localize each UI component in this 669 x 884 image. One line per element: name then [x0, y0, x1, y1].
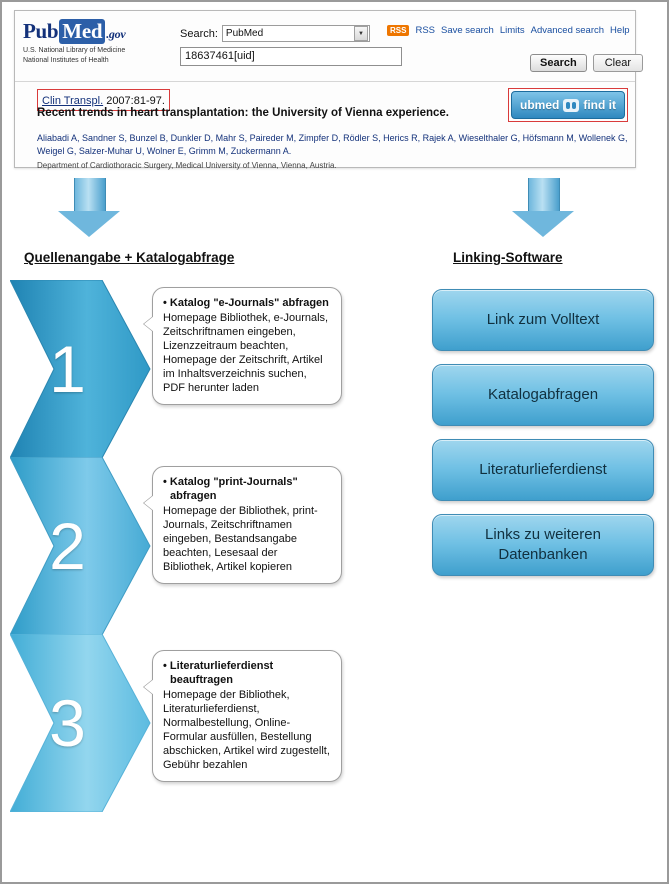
article-title[interactable]: Recent trends in heart transplantation: the University of Vienna experience. [37, 107, 449, 119]
step-callout-1 [152, 287, 342, 405]
ubmed-find-it-button[interactable] [511, 91, 625, 119]
clear-button[interactable]: Clear [593, 54, 643, 72]
link-help[interactable]: Help [610, 25, 630, 36]
database-select-value: PubMed [225, 28, 264, 39]
search-db-row [180, 25, 405, 42]
step-callout-3 [152, 650, 342, 782]
step-chevron-2 [10, 457, 160, 635]
database-select[interactable] [222, 25, 370, 42]
author-list: Aliabadi A, Sandner S, Bunzel B, Dunkler D, Mahr S, Paireder M, Zimpfer D, Rödler S, Herics R, Rajek A, Wieselthaler G, Höfsmann M, Wollenek G, Weigel G, Salzer-Muhar U, Wolner E, Grimm M, Zuckermann A. [37, 133, 628, 156]
ubmed-label: ubmed [520, 98, 560, 112]
link-rss[interactable]: RSS [415, 25, 435, 36]
search-label: Search: [180, 27, 218, 40]
step-chevron-3 [10, 634, 160, 812]
link-advanced-search[interactable]: Advanced search [530, 25, 605, 36]
step-number-3: 3 [49, 686, 86, 760]
logo-med: Med [59, 19, 105, 44]
logo-subtitle-line1: U.S. National Library of Medicine [23, 47, 126, 54]
arrow-down-left-icon [58, 178, 120, 238]
step-callout-title-2: • Katalog "print-Journals" abfragen [163, 475, 331, 503]
section-heading-left: Quellenangabe + Katalogabfrage [24, 250, 235, 265]
panel-divider [15, 81, 635, 82]
step-callout-body-1: Homepage Bibliothek, e-Journals, Zeitschriftnamen eingeben, Lizenzzeitraum beachten, Homepage der Zeitschrift, Artikel im Inhaltsverzeichnis suchen, PDF herunter laden [163, 312, 329, 394]
search-buttons [530, 54, 643, 72]
linking-button-fulltext[interactable]: Link zum Volltext [432, 289, 654, 351]
logo-pub: Pub [23, 19, 59, 43]
logo-subtitle [23, 46, 173, 66]
linking-button-other-databases[interactable]: Links zu weiteren Datenbanken [432, 514, 654, 576]
step-callout-title-1: • Katalog "e-Journals" abfragen [163, 296, 331, 310]
callout-tail-2 [144, 495, 154, 511]
step-chevron-1 [10, 280, 160, 458]
pubmed-wordmark [23, 19, 173, 44]
citation-details: 2007:81-97. [103, 95, 165, 107]
logo-gov: .gov [106, 27, 126, 41]
ubmed-findit-highlight [508, 88, 628, 122]
arrow-down-right-icon [512, 178, 574, 238]
pubmed-top-links [387, 25, 629, 36]
section-heading-right: Linking-Software [453, 250, 563, 265]
pubmed-screenshot-panel [14, 10, 636, 168]
linking-button-document-delivery[interactable]: Literaturlieferdienst [432, 439, 654, 501]
callout-tail-3 [144, 679, 154, 695]
search-button[interactable]: Search [530, 54, 587, 72]
step-callout-title-3: • Literaturlieferdienst beauftragen [163, 659, 331, 687]
logo-subtitle-line2: National Institutes of Health [23, 57, 109, 64]
step-callout-body-3: Homepage der Bibliothek, Literaturlieferdienst, Normalbestellung, Online-Formular ausfüllen, Bestellung abschicken, Artikel wird zugestellt, Gebühr bezahlen [163, 689, 330, 771]
chevron-down-icon: ▼ [354, 26, 368, 41]
search-input[interactable]: 18637461[uid] [180, 47, 402, 66]
link-save-search[interactable]: Save search [441, 25, 494, 36]
pubmed-logo [23, 19, 173, 66]
find-it-label: find it [583, 98, 616, 112]
linking-button-catalog[interactable]: Katalogabfragen [432, 364, 654, 426]
callout-tail-1 [144, 316, 154, 332]
step-callout-2 [152, 466, 342, 584]
step-callout-body-2: Homepage der Bibliothek, print-Journals, Zeitschriftnamen eingeben, Bestandsangabe beachten, Lesesaal der Bibliothek, Artikel kopieren [163, 505, 318, 573]
search-area [180, 25, 405, 66]
step-number-1: 1 [49, 332, 86, 406]
rss-icon[interactable]: RSS [387, 25, 409, 36]
step-number-2: 2 [49, 509, 86, 583]
ubmed-glyph-icon [563, 99, 579, 112]
citation-journal-link[interactable]: Clin Transpl. [42, 95, 104, 107]
affiliation-text: Department of Cardiothoracic Surgery, Medical University of Vienna, Vienna, Austria. [37, 161, 337, 170]
link-limits[interactable]: Limits [499, 25, 525, 36]
